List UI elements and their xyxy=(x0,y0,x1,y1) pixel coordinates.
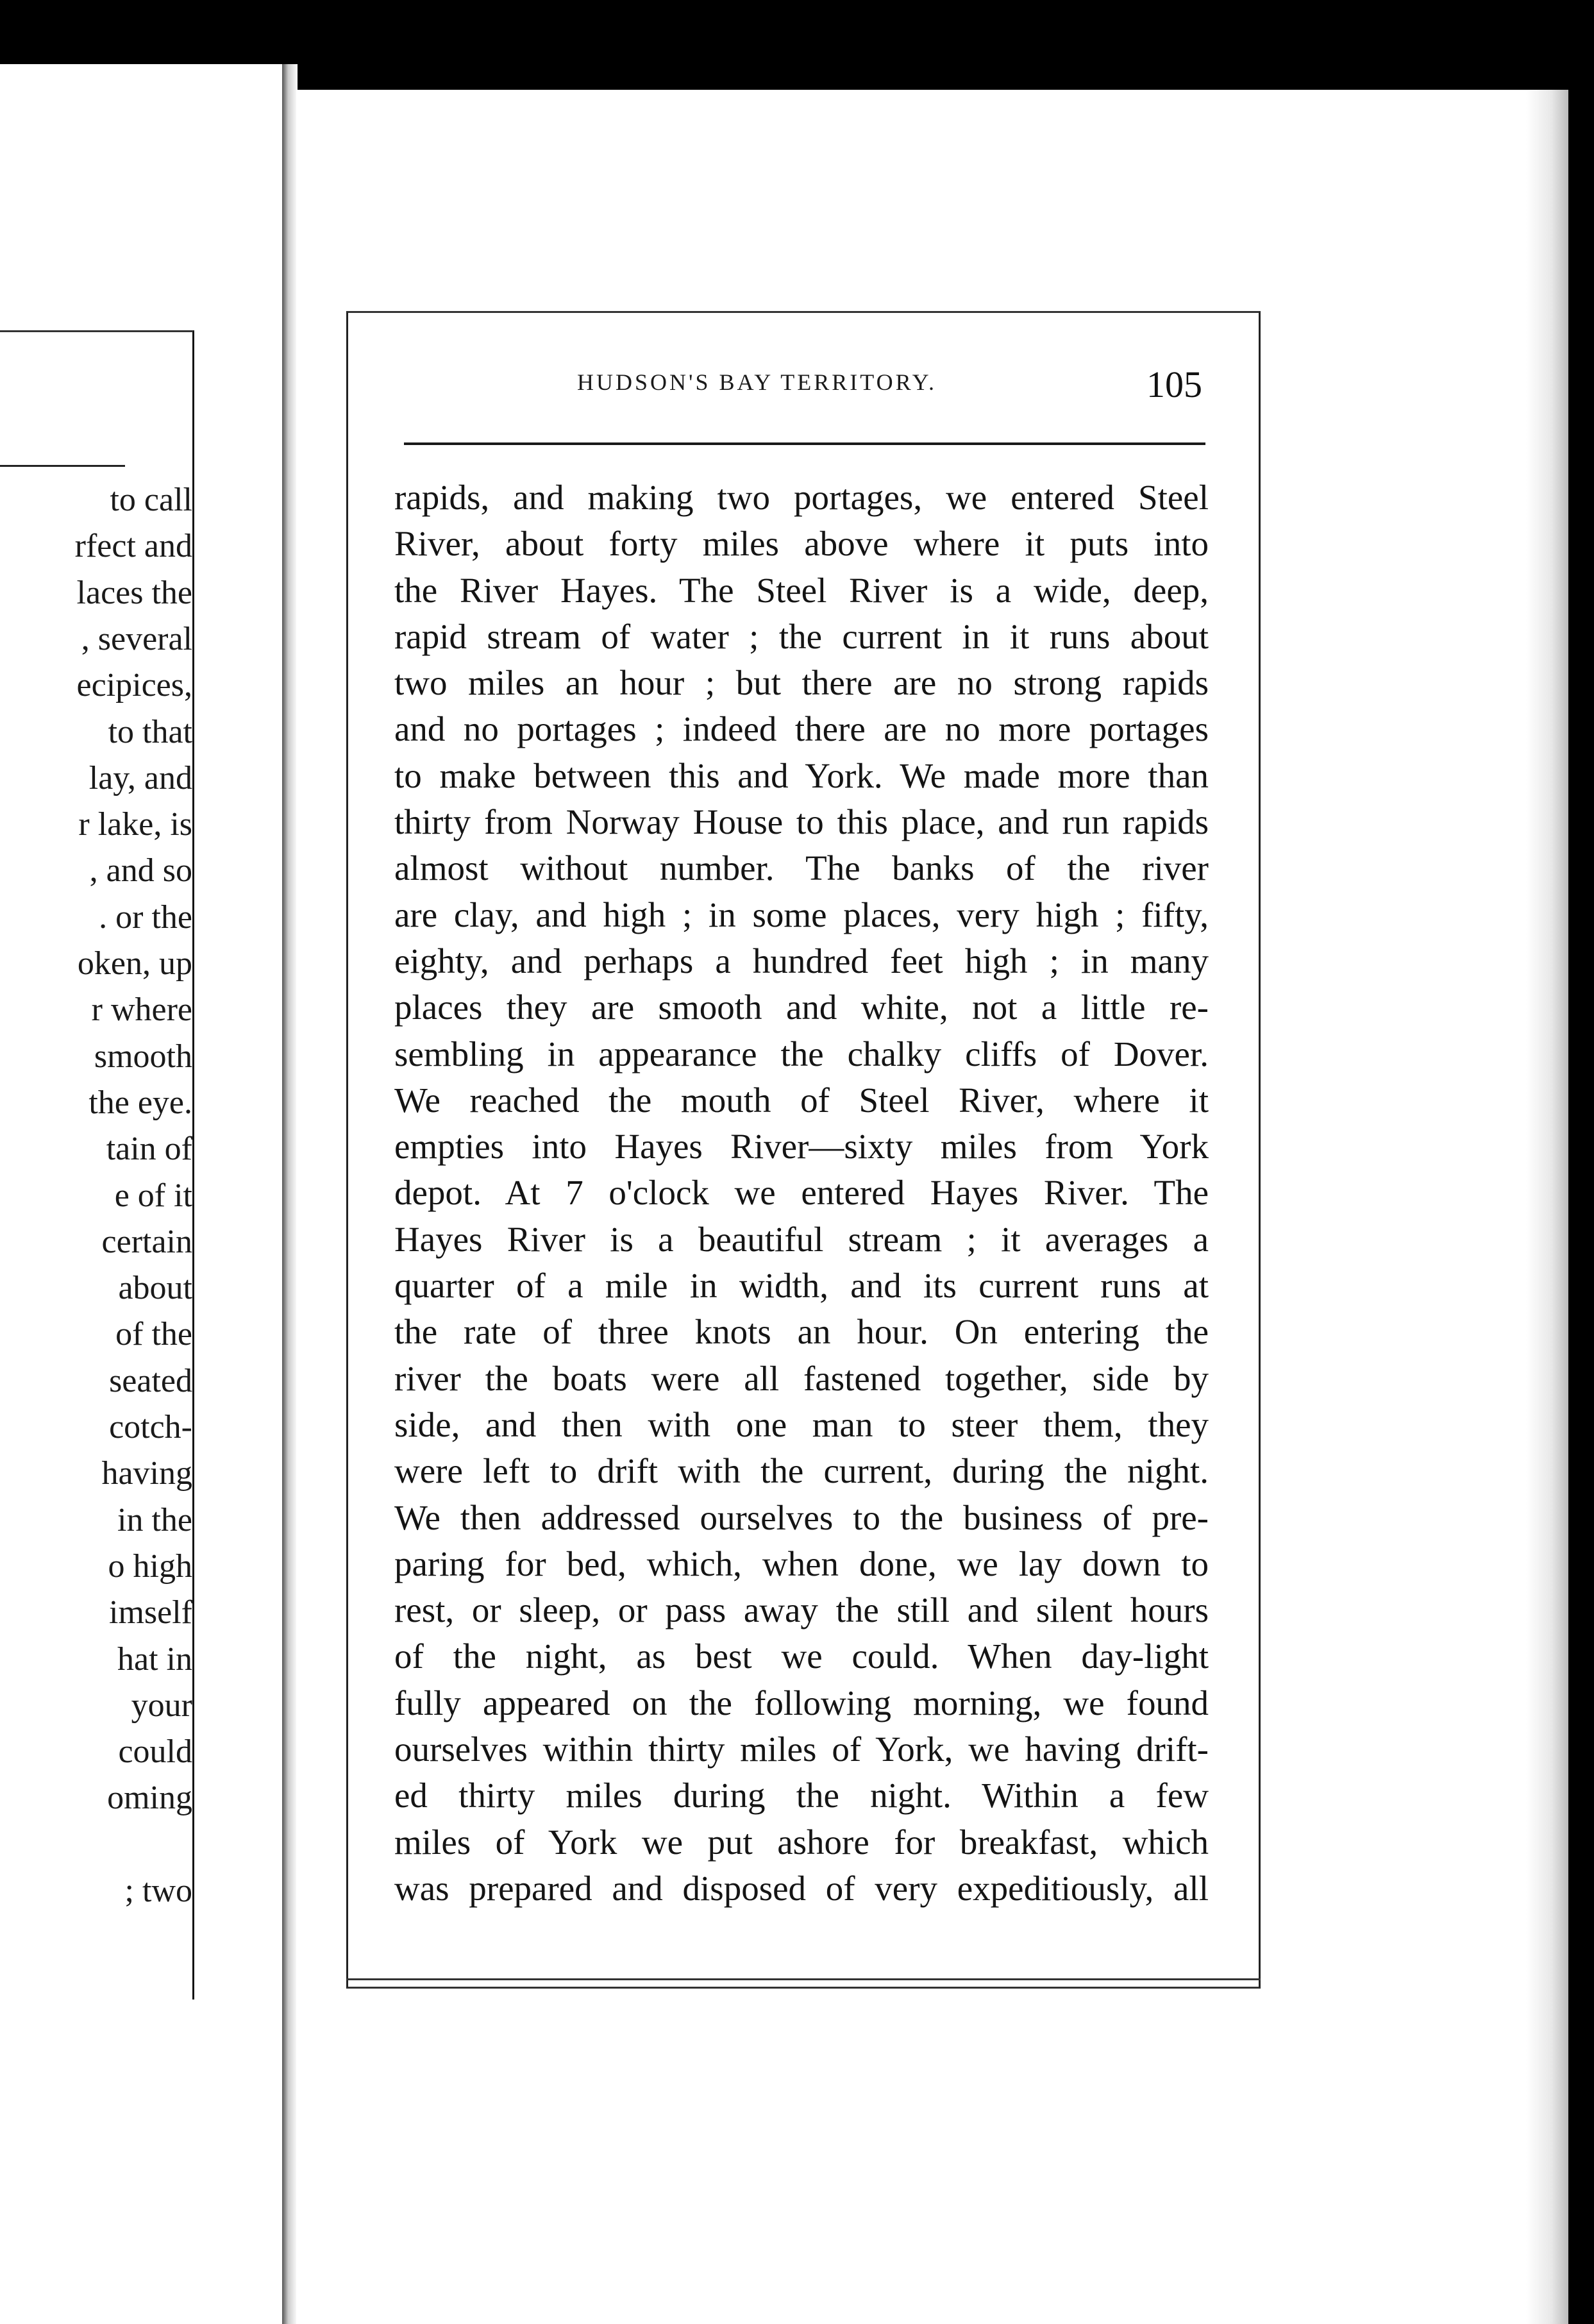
text-line: almost without number. The banks of the river xyxy=(394,848,1209,888)
left-page-line-fragment: could xyxy=(118,1733,192,1771)
text-line: places they are smooth and white, not a little re- xyxy=(394,988,1209,1027)
left-page-line-fragment: r lake, is xyxy=(78,806,192,843)
scan-right-edge xyxy=(1568,90,1594,2324)
text-line: ourselves within thirty miles of York, we having drift- xyxy=(394,1730,1209,1769)
body-text xyxy=(394,475,1209,1912)
text-line: ed thirty miles during the night. Within a few xyxy=(394,1776,1209,1815)
text-line: empties into Hayes River—sixty miles from York xyxy=(394,1127,1209,1166)
left-page-line-fragment: about xyxy=(118,1270,192,1307)
text-line: We then addressed ourselves to the business of pre- xyxy=(394,1497,1209,1537)
text-line: quarter of a mile in width, and its current runs at xyxy=(394,1266,1209,1306)
left-page-line-fragment: e of it xyxy=(114,1177,192,1214)
running-head-rule xyxy=(404,442,1205,445)
left-page-line-fragment: to that xyxy=(108,713,192,750)
left-page-line-fragment: laces the xyxy=(76,574,192,611)
text-line: paring for bed, which, when done, we lay down to xyxy=(394,1544,1209,1583)
text-line: We reached the mouth of Steel River, where it xyxy=(394,1080,1209,1120)
text-line: and no portages ; indeed there are no more portages xyxy=(394,709,1209,749)
text-line: to make between this and York. We made more than xyxy=(394,755,1209,795)
left-page-line-fragment: . or the xyxy=(99,898,192,936)
text-line: was prepared and disposed of very expeditiously, all xyxy=(394,1868,1209,1908)
text-line: sembling in appearance the chalky cliffs of Dover. xyxy=(394,1034,1209,1074)
text-line: rapid stream of water ; the current in it runs about xyxy=(394,616,1209,656)
left-page-line-fragment: the eye. xyxy=(88,1084,192,1121)
text-line: river the boats were all fastened together, side by xyxy=(394,1358,1209,1398)
footer-rule xyxy=(346,1978,1261,1980)
text-line: were left to drift with the current, during the night. xyxy=(394,1451,1209,1491)
left-page-line-fragment: to call xyxy=(110,482,192,518)
text-line: rapids, and making two portages, we entered Steel xyxy=(394,478,1209,517)
left-page-line-fragment: tain of xyxy=(106,1131,192,1168)
left-page-line-fragment: rfect and xyxy=(74,528,192,565)
text-line: are clay, and high ; in some places, very high ; fifty, xyxy=(394,895,1209,934)
left-page-line-fragment: your xyxy=(131,1687,192,1724)
left-page-line-fragment: cotch- xyxy=(109,1409,192,1445)
book-gutter xyxy=(282,64,298,2324)
left-page-line-fragment: oming xyxy=(107,1780,192,1817)
left-page-line-fragment: ; two xyxy=(124,1873,192,1909)
text-line: fully appeared on the following morning, we found xyxy=(394,1683,1209,1722)
text-line: the rate of three knots an hour. On entering the xyxy=(394,1312,1209,1352)
text-line: side, and then with one man to steer them, they xyxy=(394,1404,1209,1444)
left-page-line-fragment: certain xyxy=(101,1223,192,1260)
running-head: HUDSON'S BAY TERRITORY. xyxy=(577,369,937,395)
left-page-line-fragment: of the xyxy=(115,1316,192,1353)
text-line: two miles an hour ; but there are no strong rapids xyxy=(394,663,1209,703)
page-number: 105 xyxy=(1146,364,1202,405)
left-page-line-fragment: having xyxy=(101,1455,192,1492)
left-page-line-fragment: ecipices, xyxy=(76,667,192,704)
left-page-line-fragment: imself xyxy=(109,1594,192,1631)
left-page-line-fragment: , several xyxy=(81,620,192,657)
text-line: of the night, as best we could. When day-light xyxy=(394,1637,1209,1676)
text-line: eighty, and perhaps a hundred feet high ; in many xyxy=(394,941,1209,981)
left-page-line-fragment: o high xyxy=(108,1547,192,1585)
text-line: rest, or sleep, or pass away the still and silent hours xyxy=(394,1590,1209,1630)
left-page-line-fragment: , and so xyxy=(89,852,192,889)
text-line: miles of York we put ashore for breakfast, which xyxy=(394,1822,1209,1862)
left-page-line-fragment: r where xyxy=(91,991,192,1029)
text-line: depot. At 7 o'clock we entered Hayes River. The xyxy=(394,1173,1209,1213)
left-page-fragment xyxy=(0,64,284,2324)
left-page-line-fragment: seated xyxy=(109,1362,192,1399)
text-line: River, about forty miles above where it puts into xyxy=(394,524,1209,564)
left-page-line-fragment: smooth xyxy=(94,1038,192,1075)
left-page-line-fragment: oken, up xyxy=(77,945,192,982)
left-page-head-rule xyxy=(0,465,125,467)
text-line: Hayes River is a beautiful stream ; it averages a xyxy=(394,1219,1209,1259)
text-line: the River Hayes. The Steel River is a wide, deep, xyxy=(394,570,1209,610)
left-page-line-fragment: lay, and xyxy=(88,759,192,796)
page-edge-shading xyxy=(1526,90,1568,2324)
left-page-line-fragment: hat in xyxy=(117,1640,192,1678)
left-page-line-fragment: in the xyxy=(117,1501,192,1538)
text-line: thirty from Norway House to this place, and run rapids xyxy=(394,802,1209,842)
